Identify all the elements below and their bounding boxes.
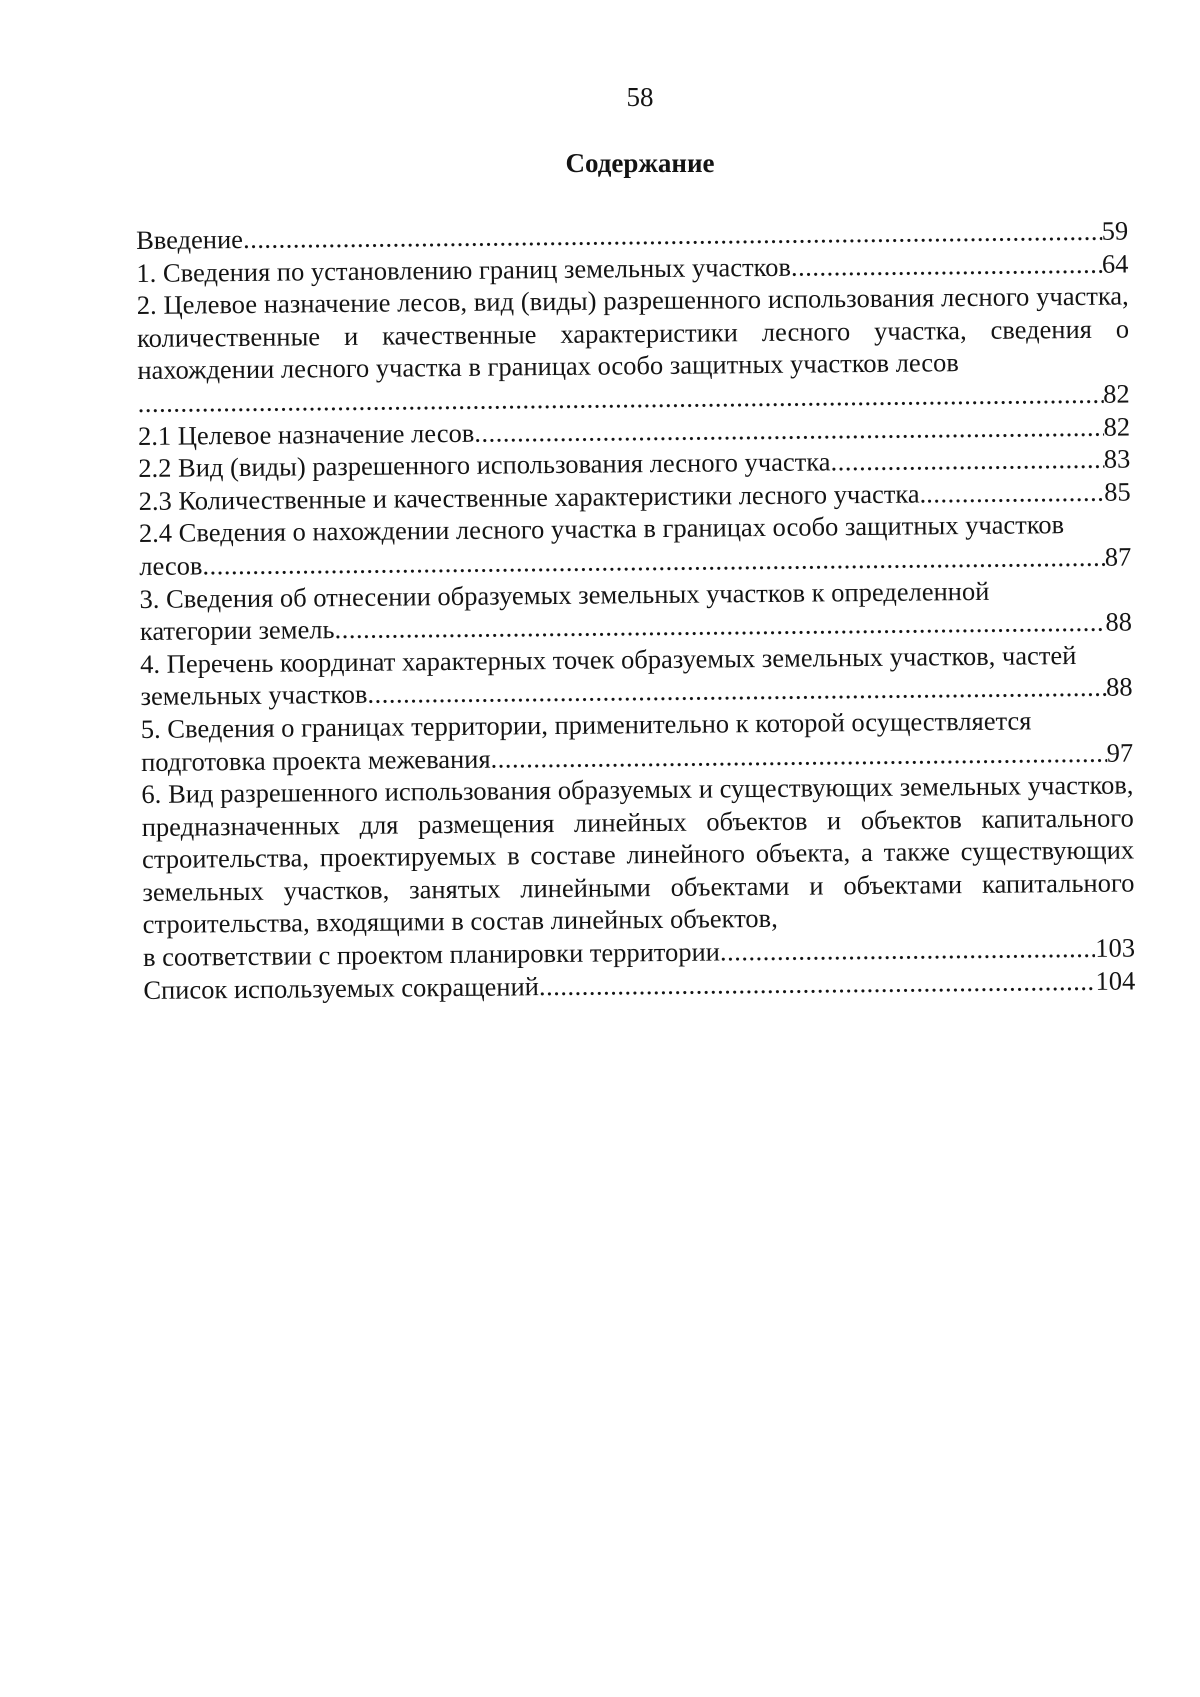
toc-entry-title: 2. Целевое назначение лесов, вид (виды) разрешенного использования лесного участка, количественные и качественные характеристики лесного участка, сведения о нахождении лесного участка в границах особо защитных участков лесов <box>136 280 1130 386</box>
toc-entry-title-tail: в соответствии с проектом планировки территории <box>142 936 721 973</box>
toc-entry-title: Введение <box>136 223 244 255</box>
toc-entry-title: 2.1 Целевое назначение лесов <box>137 417 475 451</box>
toc-entry-page: 82 <box>1103 411 1131 442</box>
toc-entry-title-tail: земельных участков <box>140 679 368 712</box>
toc-entry-section-2 <box>137 280 1130 420</box>
toc-entry-title: 2.3 Количественные и качественные характеристики лесного участка. <box>138 478 927 516</box>
toc-entry-title: 2.4 Сведения о нахождении лесного участка в границах особо защитных участков <box>138 509 1065 549</box>
toc-entry-section-3 <box>139 573 1132 648</box>
toc-entry-title: 6. Вид разрешенного использования образуемых и существующих земельных участков, предназначенных для размещения линейных объектов и объектов капитального строительства, проектируемых в составе линейного объекта, а также существующих земельных участков, занятых линейными объектами и объектами капитального строительства, входящими в состав линейных объектов, <box>141 769 1135 940</box>
dot-leader <box>720 932 1096 968</box>
toc-entry-title: 3. Сведения об отнесении образуемых земельных участков к определенной <box>139 575 990 614</box>
dot-leader <box>830 443 1104 478</box>
toc-entry-section-2-4 <box>139 508 1132 583</box>
dot-leader <box>539 964 1096 1002</box>
toc-entry-title-tail: лесов <box>139 550 203 581</box>
toc-entry-page: 85 <box>1103 476 1131 507</box>
toc-entry-page: 59 <box>1101 215 1129 246</box>
toc-entry-title: 4. Перечень координат характерных точек образуемых земельных участков, частей <box>140 639 1077 679</box>
toc-entry-title: Список используемых сокращений <box>143 970 540 1005</box>
page-number: 58 <box>626 82 654 112</box>
toc-entry-title-tail: подготовка проекта межевания <box>141 743 491 777</box>
toc-entry-page: 82 <box>1103 378 1130 409</box>
toc-entry-section-6 <box>141 769 1135 974</box>
toc-entry-page: 88 <box>1105 606 1133 637</box>
dot-leader <box>791 247 1102 283</box>
toc-entry-section-5 <box>141 703 1134 778</box>
toc-entry-title: 1. Сведения по установлению границ земельных участков <box>136 251 792 288</box>
toc-entry-page: 97 <box>1106 736 1134 768</box>
toc-entry-page: 83 <box>1103 443 1131 474</box>
toc-entry-page: 103 <box>1095 932 1136 963</box>
toc-entry-section-4 <box>140 638 1133 713</box>
table-of-contents <box>136 214 1135 1006</box>
toc-entry-page: 87 <box>1104 541 1132 572</box>
toc-entry-title: 2.2 Вид (виды) разрешенного использования лесного участка <box>138 446 831 484</box>
dot-leader <box>926 475 1104 509</box>
toc-entry-title: 5. Сведения о границах территории, применительно к которой осуществляется <box>140 705 1032 744</box>
toc-entry-page: 104 <box>1095 965 1136 996</box>
toc-title: Содержание <box>565 148 715 178</box>
toc-entry-page: 64 <box>1101 248 1129 279</box>
toc-entry-title-tail: категории земель <box>139 614 335 647</box>
toc-entry-page: 88 <box>1105 671 1133 703</box>
